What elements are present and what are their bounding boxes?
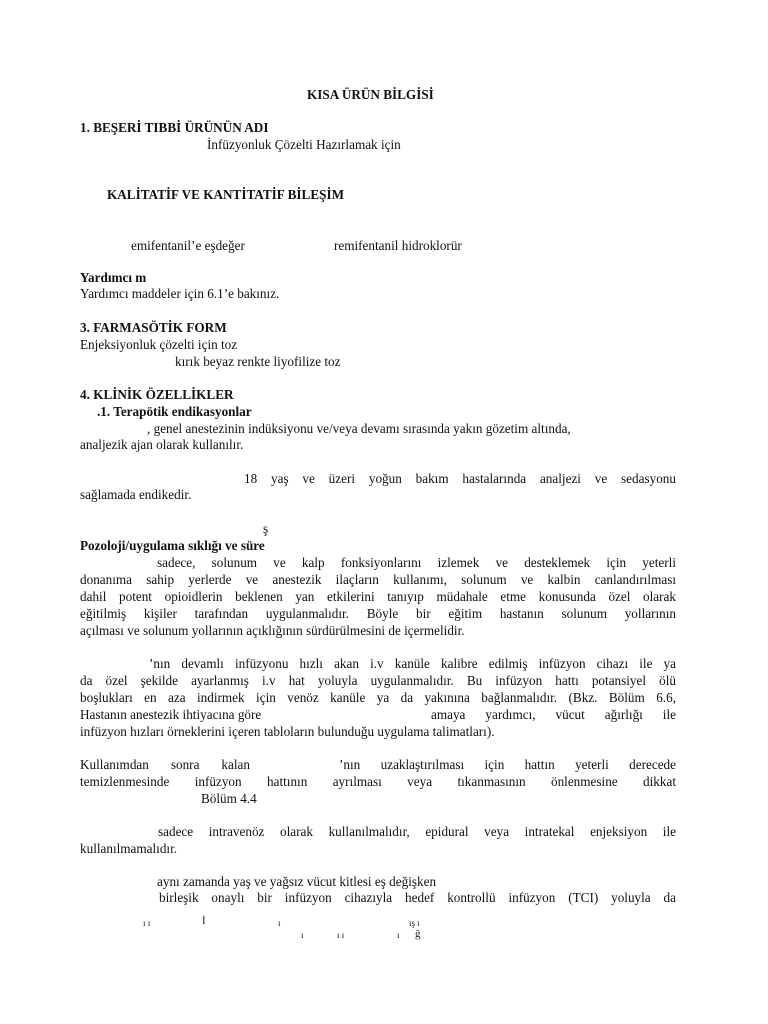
para2-line-1: 18 yaş ve üzeri yoğun bakım hastalarında analjezi ve sedasyonu xyxy=(244,471,676,486)
text-fragment: ı xyxy=(278,918,281,928)
text-fragment: İ xyxy=(202,915,206,927)
para4-line-3: boşlukları en aza indirmek için venöz kanüle ya da yakınına bağlanmalıdır. (Bkz. Bölüm 6.6, xyxy=(80,690,676,705)
composition-right: remifentanil hidroklorür xyxy=(334,238,462,253)
posology-heading: Pozoloji/uygulama sıklığı ve süre xyxy=(80,538,265,553)
indications-heading: .1. Terapötik endikasyonlar xyxy=(97,404,252,419)
para5-line-2: temizlenmesinde infüzyon hattının ayrılması veya tıkanmasının önlenmesine dikkat xyxy=(80,774,676,789)
para7-line-1: aynı zamanda yaş ve yağsız vücut kitlesi eş değişken xyxy=(157,874,437,889)
para3-line-3: dahil potent opioidlerin beklenen yan etkilerini tanıyıp müdahale etme konusunda özel olarak xyxy=(80,589,676,604)
para6-line-1: sadece intravenöz olarak kullanılmalıdır, epidural veya intratekal enjeksiyon ile xyxy=(158,824,676,839)
product-subtitle: İnfüzyonluk Çözelti Hazırlamak için xyxy=(207,137,401,152)
excipients-text: Yardımcı maddeler için 6.1’e bakınız. xyxy=(80,286,280,301)
para5-line-3: Bölüm 4.4 xyxy=(201,791,257,806)
para3-line-4: eğitilmiş kişiler tarafından uygulanmalıdır. Böyle bir eğitim hastanın solunum yollarının xyxy=(80,606,676,621)
text-fragment: ğ xyxy=(415,928,421,940)
pharma-form-line-1: Enjeksiyonluk çözelti için toz xyxy=(80,337,238,352)
para4-line-2: da özel şekilde ayarlanmış i.v hat yoluyla uygulanmalıdır. Bu infüzyon hattı potansiyel ölü xyxy=(80,673,676,688)
para5-line-1a: Kullanımdan sonra kalan xyxy=(80,757,250,772)
para6-line-2: kullanılmamalıdır. xyxy=(80,841,178,856)
para4-line-4a: Hastanın anestezik ihtiyacına göre xyxy=(80,707,262,722)
section-3-heading: 3. FARMASÖTİK FORM xyxy=(80,320,227,335)
para3-line-2: donanıma sahip yerlerde ve anestezik ilaçların kullanımı, solunum ve kalbin canlandırılması xyxy=(80,572,676,587)
para4-line-4b: amaya yardımcı, vücut ağırlığı ile xyxy=(431,707,676,722)
para4-line-5: infüzyon hızları örneklerini içeren tabloların bulunduğu uygulama talimatları). xyxy=(80,724,495,739)
text-fragment: ı ı xyxy=(143,918,151,928)
pharma-form-line-2: kırık beyaz renkte liyofilize toz xyxy=(175,354,341,369)
text-fragment: ış ı xyxy=(409,918,420,928)
para1-line-2: analjezik ajan olarak kullanılır. xyxy=(80,437,244,452)
para2-line-2: sağlamada endikedir. xyxy=(80,487,192,502)
stray-character: ş xyxy=(263,521,269,536)
para3-line-1: sadece, solunum ve kalp fonksiyonlarını izlemek ve desteklemek için yeterli xyxy=(157,555,676,570)
document-title: KISA ÜRÜN BİLGİSİ xyxy=(307,87,434,102)
para3-line-5: açılması ve solunum yollarının açıklığının sürdürülmesini de içermelidir. xyxy=(80,623,465,638)
para5-line-1b: ’nın uzaklaştırılması için hattın yeterli derecede xyxy=(339,757,676,772)
excipients-heading: Yardımcı m xyxy=(80,270,147,285)
composition-left: emifentanil’e eşdeğer xyxy=(131,238,245,253)
text-fragment: ı xyxy=(301,930,304,940)
section-2-heading: KALİTATİF VE KANTİTATİF BİLEŞİM xyxy=(107,187,345,202)
para7-line-2: birleşik onaylı bir infüzyon cihazıyla hedef kontrollü infüzyon (TCI) yoluyla da xyxy=(159,890,676,905)
text-fragment: ı xyxy=(397,930,400,940)
section-4-heading: 4. KLİNİK ÖZELLİKLER xyxy=(80,387,234,402)
text-fragment: ı ı xyxy=(337,930,345,940)
section-1-heading: 1. BEŞERİ TIBBİ ÜRÜNÜN ADI xyxy=(80,120,269,135)
para1-line-1: , genel anestezinin indüksiyonu ve/veya devamı sırasında yakın gözetim altında, xyxy=(147,421,571,436)
para4-line-1: ’nın devamlı infüzyonu hızlı akan i.v kanüle kalibre edilmiş infüzyon cihazı ile ya xyxy=(149,656,676,671)
